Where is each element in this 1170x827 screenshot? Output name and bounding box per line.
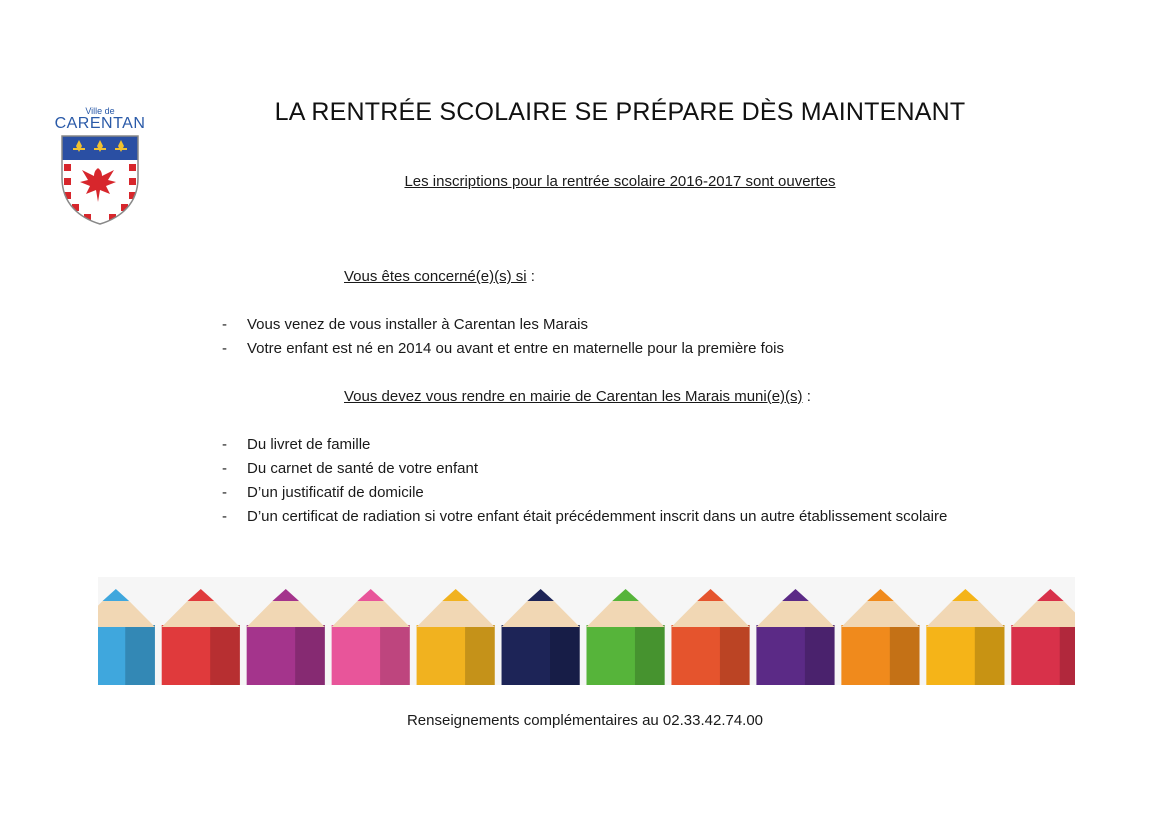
- footer-contact-info: Renseignements complémentaires au 02.33.42.74.00: [406, 712, 764, 729]
- pencil-shade: [295, 625, 325, 685]
- list-item-text: Votre enfant est né en 2014 ou avant et entre en maternelle pour la première fois: [247, 340, 785, 357]
- pencil-shade: [550, 625, 580, 685]
- concerned-heading: [344, 268, 535, 285]
- colored-pencils-banner: [98, 577, 1075, 685]
- pencil-shade: [380, 625, 410, 685]
- pencil-shade: [1060, 625, 1075, 685]
- list-item-text: D’un certificat de radiation si votre enfant était précédemment inscrit dans un autre établissement scolaire: [247, 508, 948, 525]
- list-item: [222, 433, 947, 457]
- concerned-heading-text: Vous êtes concerné(e)(s) si: [344, 268, 527, 285]
- pencil-shade: [890, 625, 920, 685]
- list-item-text: Du livret de famille: [247, 436, 371, 453]
- list-item: [222, 505, 947, 529]
- documents-list: [222, 433, 947, 529]
- pencil-shade: [635, 625, 665, 685]
- list-dash: -: [222, 460, 227, 477]
- registration-open-subtitle: Les inscriptions pour la rentrée scolaire 2016-2017 sont ouvertes: [404, 173, 836, 190]
- list-dash: -: [222, 484, 227, 501]
- list-dash: -: [222, 436, 227, 453]
- logo-ville-de-text: Ville de: [85, 106, 115, 116]
- carentan-coat-of-arms-logo: [54, 104, 146, 228]
- logo-town-name: CARENTAN: [54, 115, 146, 132]
- pencil-shade: [975, 625, 1005, 685]
- documents-heading-colon: :: [802, 388, 811, 405]
- pencil-shade: [465, 625, 495, 685]
- pencil-shade: [210, 625, 240, 685]
- coat-of-arms-icon: [60, 134, 140, 226]
- documents-heading-text: Vous devez vous rendre en mairie de Carentan les Marais muni(e)(s): [344, 388, 803, 405]
- list-item: [222, 313, 784, 337]
- concerned-list: [222, 313, 784, 361]
- list-item: [222, 337, 784, 361]
- list-dash: -: [222, 340, 227, 357]
- pencil-shade: [720, 625, 750, 685]
- list-item-text: Du carnet de santé de votre enfant: [247, 460, 478, 477]
- documents-heading: [344, 388, 811, 405]
- list-item: [222, 457, 947, 481]
- page-title: LA RENTRÉE SCOLAIRE SE PRÉPARE DÈS MAINTENANT: [274, 98, 966, 126]
- pencil-shade: [125, 625, 155, 685]
- pencil-shade: [805, 625, 835, 685]
- list-item: [222, 481, 947, 505]
- concerned-heading-colon: :: [526, 268, 535, 285]
- list-dash: -: [222, 508, 227, 525]
- list-dash: -: [222, 316, 227, 333]
- list-item-text: D’un justificatif de domicile: [247, 484, 424, 501]
- list-item-text: Vous venez de vous installer à Carentan les Marais: [247, 316, 589, 333]
